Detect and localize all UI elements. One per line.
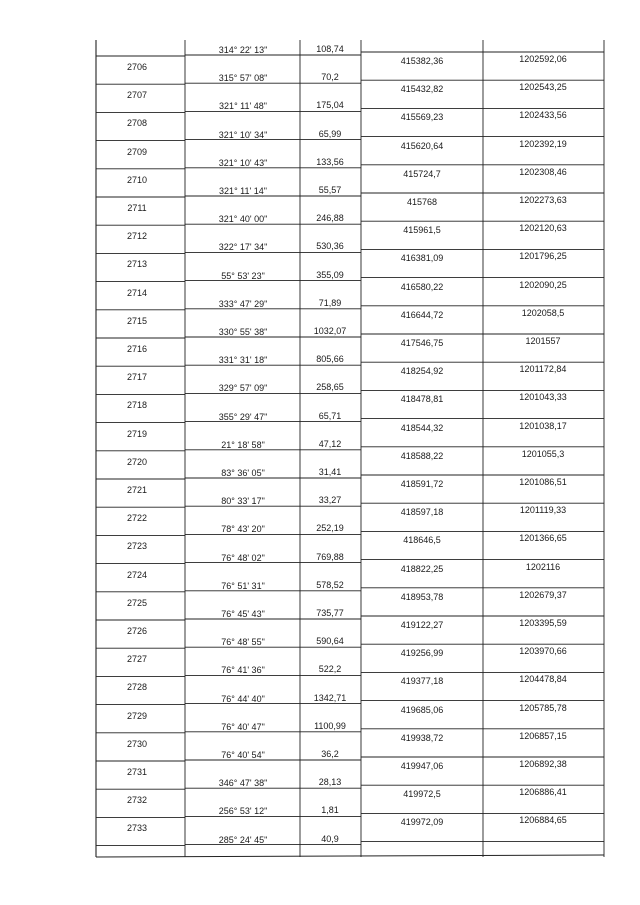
- coordinate-x: 418822,25: [400, 563, 444, 574]
- point-number: 2721: [126, 485, 148, 495]
- bearing-angle: 329° 57' 09": [218, 383, 268, 394]
- coordinate-x: 418646,5: [403, 535, 441, 546]
- bearing-angle: 76° 48' 02": [221, 552, 265, 563]
- coordinate-x: 418953,78: [400, 591, 444, 602]
- coordinate-y: 1201086,51: [519, 477, 567, 487]
- coordinate-x: 419256,99: [400, 648, 444, 659]
- segment-distance: 530,36: [316, 241, 344, 252]
- point-number: 2724: [126, 569, 148, 580]
- coordinate-x: 418478,81: [400, 394, 444, 405]
- point-number: 2714: [126, 287, 148, 298]
- coordinate-y: 1204478,84: [519, 674, 567, 685]
- segment-distance: 735,77: [316, 608, 344, 618]
- point-number: 2731: [126, 767, 148, 777]
- segment-distance: 71,89: [318, 297, 342, 308]
- segment-distance: 175,04: [316, 100, 344, 111]
- bearing-angle: 80° 33' 17": [221, 496, 265, 507]
- point-number: 2711: [127, 203, 147, 213]
- coordinate-y: 1206857,15: [519, 730, 567, 741]
- coordinate-x: 418591,72: [400, 479, 444, 489]
- point-number: 2732: [126, 795, 148, 806]
- segment-distance: 805,66: [316, 354, 344, 365]
- segment-distance: 355,09: [316, 269, 344, 280]
- bearing-angle: 256° 53' 12": [218, 806, 268, 817]
- point-number: 2727: [126, 654, 148, 665]
- coordinate-x: 419938,72: [400, 732, 444, 743]
- coordinate-x: 415961,5: [403, 225, 441, 236]
- coordinate-y: 1206884,65: [519, 815, 567, 826]
- point-number: 2729: [126, 710, 148, 721]
- point-number: 2715: [126, 315, 148, 326]
- coordinate-y: 1201119,33: [519, 505, 567, 516]
- coordinate-y: 1205785,78: [519, 702, 567, 713]
- point-number: 2733: [126, 823, 148, 834]
- segment-distance: 1342,71: [313, 692, 347, 703]
- coordinate-x: 415768: [406, 197, 438, 207]
- point-number: 2717: [126, 372, 148, 383]
- bearing-angle: 76° 48' 55": [221, 637, 265, 648]
- point-number: 2726: [126, 626, 148, 636]
- coordinate-x: 418254,92: [400, 366, 444, 377]
- point-number: 2730: [126, 738, 148, 749]
- bearing-angle: 346° 47' 38": [218, 778, 268, 789]
- bearing-angle: 330° 55' 38": [218, 327, 268, 337]
- coordinate-y: 1202116: [525, 561, 561, 572]
- coordinate-x: 416381,09: [400, 253, 444, 264]
- bearing-angle: 314° 22' 13": [218, 45, 268, 55]
- coordinate-y: 1202679,37: [519, 589, 567, 600]
- bearing-angle: 321° 10' 34": [218, 129, 268, 140]
- coordinate-y: 1203970,66: [519, 646, 567, 657]
- point-number: 2713: [126, 259, 148, 270]
- coordinate-x: 415382,36: [400, 56, 444, 66]
- point-number: 2712: [126, 231, 148, 242]
- point-number: 2710: [126, 174, 148, 185]
- segment-distance: 1032,07: [313, 326, 347, 336]
- coordinate-x: 419972,5: [403, 789, 441, 800]
- point-number: 2723: [126, 541, 148, 552]
- segment-distance: 40,9: [321, 833, 339, 844]
- coordinate-x: 415569,23: [400, 112, 444, 123]
- coordinate-y: 1201366,65: [519, 533, 567, 544]
- point-number: 2725: [126, 597, 148, 608]
- segment-distance: 1,81: [321, 805, 339, 816]
- coordinate-x: 418544,32: [400, 422, 444, 433]
- coordinate-y: 1201038,17: [519, 420, 567, 431]
- bearing-angle: 285° 24' 45": [218, 834, 268, 845]
- segment-distance: 246,88: [316, 213, 344, 224]
- bearing-angle: 321° 40' 00": [218, 214, 268, 225]
- segment-distance: 1100,99: [314, 720, 346, 731]
- coordinate-x: 415724,7: [403, 168, 441, 179]
- coordinate-x: 416580,22: [400, 281, 444, 292]
- coordinate-y: 1202090,25: [519, 279, 567, 290]
- coordinate-x: 417546,75: [400, 338, 444, 348]
- coordinate-x: 419947,06: [400, 761, 444, 771]
- coordinate-y: 1201055,3: [521, 448, 565, 459]
- bearing-angle: 76° 45' 43": [221, 609, 265, 619]
- bottom-rule: [96, 855, 604, 857]
- segment-distance: 31,41: [318, 467, 342, 477]
- segment-distance: 590,64: [316, 636, 344, 647]
- bearing-angle: 76° 51' 31": [221, 580, 265, 591]
- coordinate-y: 1206886,41: [519, 787, 567, 798]
- bearing-angle: 321° 11' 48": [219, 101, 267, 112]
- bearing-angle: 321° 11' 14": [219, 186, 267, 196]
- coordinate-y: 1206892,38: [519, 759, 567, 769]
- segment-distance: 65,99: [318, 128, 342, 139]
- coordinate-x: 415620,64: [400, 140, 444, 151]
- point-number: 2706: [126, 62, 148, 72]
- point-number: 2707: [126, 90, 148, 101]
- point-number: 2728: [126, 682, 148, 693]
- coordinate-x: 418588,22: [400, 450, 444, 461]
- point-number: 2708: [126, 118, 148, 129]
- segment-distance: 65,71: [318, 410, 342, 421]
- segment-distance: 578,52: [316, 579, 344, 590]
- segment-distance: 47,12: [318, 438, 342, 449]
- bearing-angle: 315° 57' 08": [218, 73, 268, 84]
- segment-distance: 522,2: [318, 664, 342, 675]
- coordinate-y: 1202308,46: [519, 166, 567, 177]
- segment-distance: 108,74: [316, 44, 344, 54]
- coordinate-x: 419685,06: [400, 704, 444, 715]
- point-number: 2719: [126, 428, 148, 439]
- point-number: 2720: [126, 456, 148, 467]
- bearing-angle: 331° 31' 18": [218, 355, 268, 366]
- segment-distance: 36,2: [321, 749, 339, 759]
- bearing-angle: 78° 43' 20": [221, 524, 265, 535]
- coordinate-y: 1202392,19: [519, 138, 567, 149]
- segment-distance: 252,19: [316, 523, 344, 534]
- bearing-angle: 76° 40' 54": [221, 750, 265, 760]
- coordinate-y: 1202433,56: [519, 110, 567, 121]
- coordinate-y: 1202273,63: [519, 195, 567, 205]
- coordinate-y: 1203395,59: [519, 618, 567, 628]
- bearing-angle: 76° 40' 47": [221, 721, 265, 732]
- segment-distance: 55,57: [318, 185, 342, 195]
- bearing-angle: 83° 36' 05": [221, 468, 265, 478]
- bearing-angle: 321° 10' 43": [218, 157, 268, 168]
- segment-distance: 28,13: [318, 777, 342, 788]
- bearing-angle: 322° 17' 34": [218, 242, 268, 253]
- segment-distance: 70,2: [321, 72, 339, 83]
- bearing-angle: 76° 44' 40": [221, 693, 265, 704]
- coordinate-y: 1202058,5: [521, 307, 565, 318]
- coordinate-x: 419972,09: [400, 817, 444, 828]
- coordinate-y: 1201043,33: [519, 392, 567, 403]
- bearing-angle: 76° 41' 36": [221, 665, 265, 676]
- point-number: 2722: [126, 513, 148, 524]
- coordinate-x: 419122,27: [400, 620, 444, 630]
- point-number: 2718: [126, 400, 148, 411]
- segment-distance: 33,27: [318, 495, 342, 506]
- coordinate-y: 1201557: [525, 336, 561, 346]
- bearing-angle: 55° 53' 23": [221, 270, 265, 281]
- point-number: 2716: [126, 344, 148, 354]
- bearing-angle: 21° 18' 58": [221, 439, 265, 450]
- bearing-angle: 333° 47' 29": [218, 298, 268, 309]
- coordinate-x: 418597,18: [400, 507, 444, 518]
- coordinate-y: 1201172,84: [519, 364, 567, 375]
- point-number: 2709: [126, 146, 148, 157]
- coordinate-y: 1202543,25: [519, 82, 567, 93]
- bearing-angle: 355° 29' 47": [218, 411, 268, 422]
- coordinate-y: 1202120,63: [519, 223, 567, 234]
- segment-distance: 133,56: [316, 156, 344, 167]
- segment-distance: 258,65: [316, 382, 344, 393]
- coordinate-x: 415432,82: [400, 84, 444, 95]
- segment-distance: 769,88: [316, 551, 344, 562]
- coordinate-x: 419377,18: [400, 676, 444, 687]
- coordinate-y: 1201796,25: [519, 251, 567, 262]
- coordinate-x: 416644,72: [400, 309, 444, 320]
- coordinate-y: 1202592,06: [519, 54, 567, 64]
